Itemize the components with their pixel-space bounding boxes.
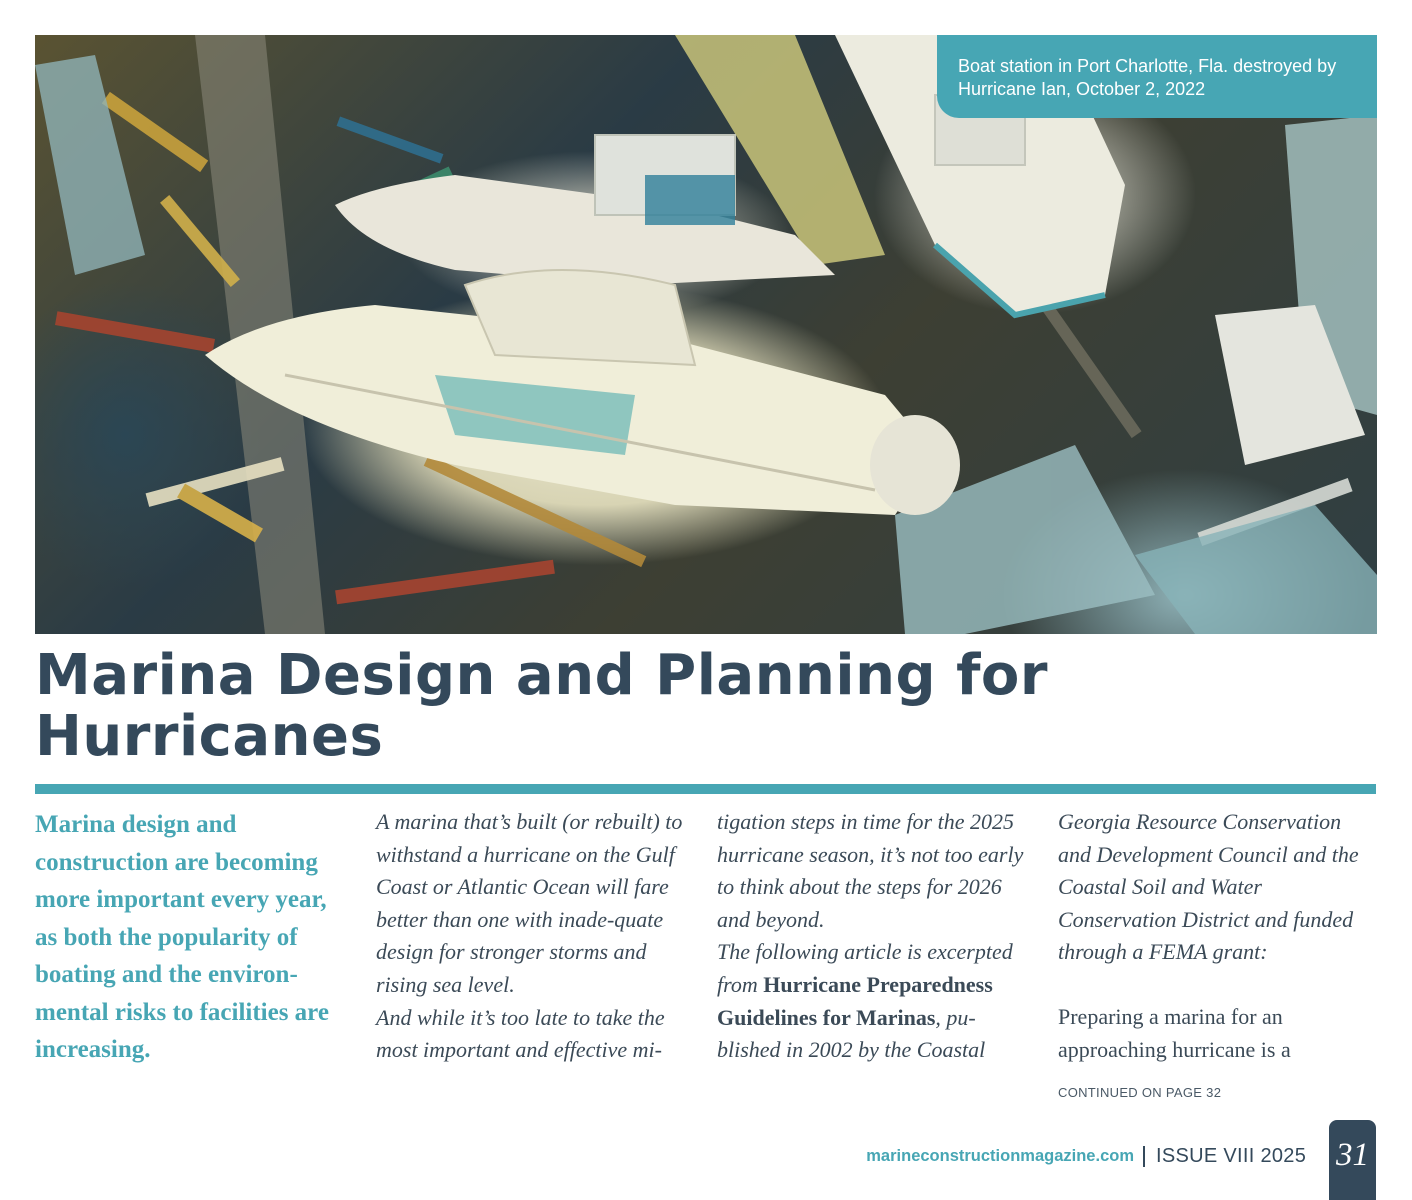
article-title-line-1: Marina Design and Planning for	[35, 643, 1049, 708]
col2-paragraph-2: And while it’s too late to take the most important and effective mi-	[376, 1004, 665, 1063]
article-column-4	[1058, 806, 1378, 1066]
footer-issue: ISSUE VIII 2025	[1156, 1145, 1307, 1167]
footer-divider	[1143, 1146, 1145, 1167]
col3-paragraph-2-start: The following article is excerpted from	[717, 939, 1013, 997]
col3-paragraph-2-end: , pu-blished in 2002 by the Coastal	[717, 1004, 986, 1063]
hero-photo	[35, 35, 1377, 634]
col3-paragraph-2	[717, 936, 1037, 1066]
hero-illustration	[35, 35, 1377, 634]
col2-paragraph-1: A marina that’s built (or rebuilt) to withstand a hurricane on the Gulf Coast or Atlantic Ocean will fare better than one with inade-quate design for stronger storms and rising sea level.	[376, 809, 683, 997]
article-title	[35, 645, 1335, 767]
book-title: Hurricane Preparedness Guidelines for Marinas	[717, 971, 993, 1030]
article-lede: Marina design and construction are becoming more important every year, as both the popularity of boating and the environ-mental risks to facilities are increasing.	[35, 811, 329, 1063]
article-column-2	[376, 806, 698, 1067]
col4-paragraph-2: Preparing a marina for an approaching hurricane is a	[1058, 1003, 1291, 1062]
footer-site-link[interactable]: marineconstructionmagazine.com	[866, 1147, 1134, 1165]
continued-note: CONTINUED ON PAGE 32	[1058, 1085, 1222, 1100]
page-number: 31	[1329, 1120, 1376, 1200]
photo-caption: Boat station in Port Charlotte, Fla. destroyed by Hurricane Ian, October 2, 2022	[937, 35, 1377, 118]
article-column-3	[717, 806, 1037, 1067]
col3-paragraph-1: tigation steps in time for the 2025 hurricane season, it’s not too early to think about the steps for 2026 and beyond.	[717, 809, 1024, 932]
col4-paragraph-1: Georgia Resource Conservation and Development Council and the Coastal Soil and Water Conservation District and funded through a FEMA grant:	[1058, 809, 1359, 965]
title-divider	[35, 784, 1376, 794]
article-title-line-2: Hurricanes	[35, 704, 384, 769]
